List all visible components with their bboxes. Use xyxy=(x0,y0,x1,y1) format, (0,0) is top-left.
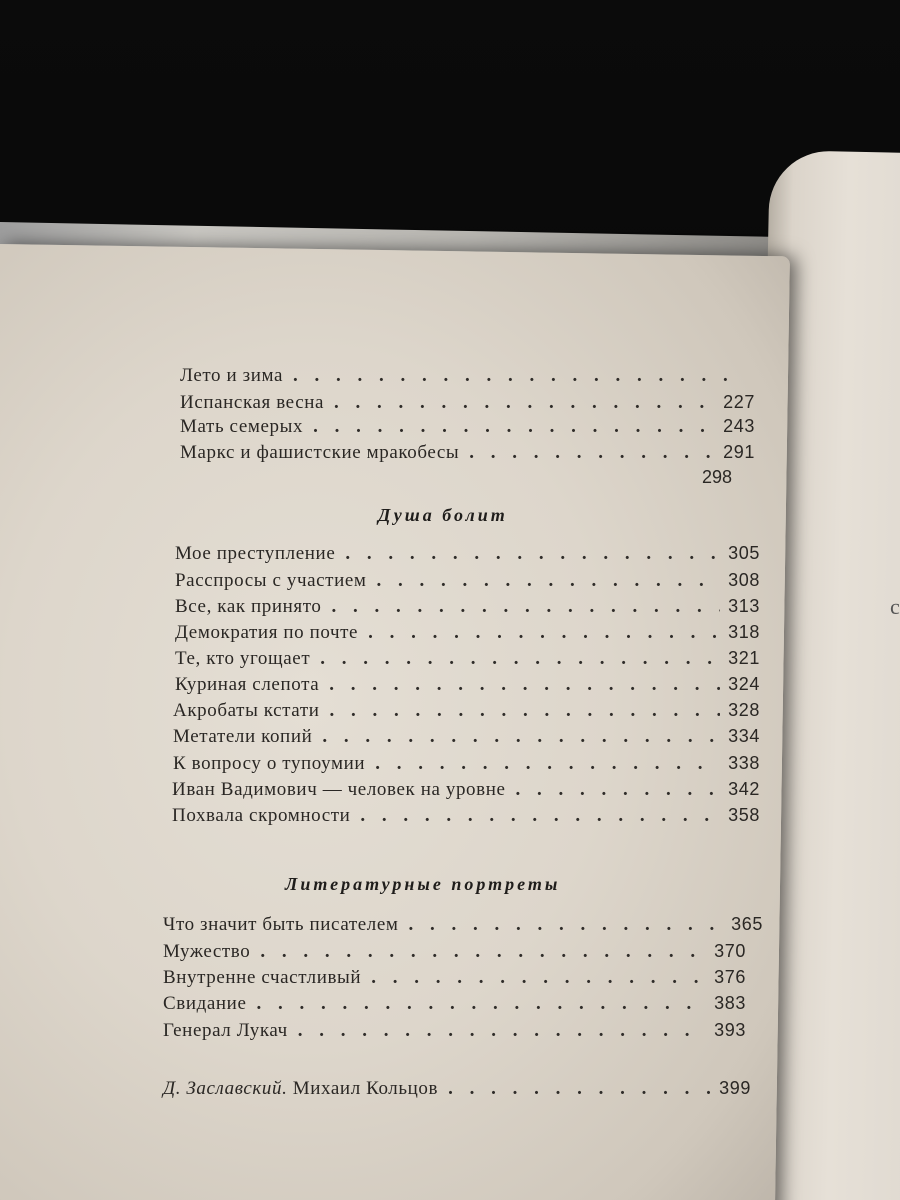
toc-entry xyxy=(163,914,763,940)
section-heading: Душа болит xyxy=(378,505,508,525)
dot-leader xyxy=(371,967,706,989)
afterword-title: Михаил Кольцов xyxy=(292,1078,439,1099)
toc-entry-page: 305 xyxy=(728,543,760,563)
toc-entry xyxy=(173,700,760,726)
toc-entry-title: Свидание xyxy=(163,993,247,1014)
toc-entry-page: 313 xyxy=(728,596,760,616)
dot-leader xyxy=(330,700,721,722)
dot-leader xyxy=(409,914,724,936)
dot-leader xyxy=(448,1078,711,1100)
toc-entry-page: 365 xyxy=(731,914,763,934)
toc-entry xyxy=(163,993,746,1019)
toc-entry-title: Иван Вадимович — человек на уровне xyxy=(172,779,506,800)
afterword-author: Д. Заславский. xyxy=(163,1078,288,1099)
toc-entry-page: 334 xyxy=(728,726,760,746)
toc-entry xyxy=(180,442,755,468)
toc-entry-page: 227 xyxy=(723,392,755,412)
toc-entry xyxy=(180,392,755,418)
toc-entry-title: Генерал Лукач xyxy=(163,1020,288,1041)
toc-entry-title: Похвала скромности xyxy=(172,805,351,826)
toc-entry-page: 318 xyxy=(728,622,760,642)
dot-leader xyxy=(260,941,706,963)
toc-entry xyxy=(175,596,760,622)
dot-leader xyxy=(377,570,721,592)
toc-entry-page: 358 xyxy=(728,805,760,825)
dot-leader xyxy=(360,805,720,827)
toc-entry xyxy=(173,726,760,752)
dot-leader xyxy=(322,726,720,748)
afterword-page: 399 xyxy=(719,1078,751,1098)
dot-leader xyxy=(332,596,721,618)
toc-entry-page: 383 xyxy=(714,993,746,1013)
toc-entry-title: К вопросу о тупоумии xyxy=(173,753,366,774)
section-heading: Литературные портреты xyxy=(285,874,561,894)
toc-entry xyxy=(180,416,755,442)
toc-entry-title: Мужество xyxy=(163,941,251,962)
facing-page-letter: с xyxy=(890,594,900,619)
toc-trailing-page: 298 xyxy=(702,467,733,487)
dot-leader xyxy=(345,543,720,565)
toc-entry-title: Маркс и фашистские мракобесы xyxy=(180,442,460,463)
toc-entry-title: Лето и зима xyxy=(180,365,284,386)
dot-leader xyxy=(375,753,720,775)
toc-entry xyxy=(163,1020,746,1046)
dot-leader xyxy=(256,993,706,1015)
toc-entry-title: Все, как принято xyxy=(175,596,322,617)
toc-entry-page: 370 xyxy=(714,941,746,961)
dot-leader xyxy=(313,416,715,438)
toc-entry-page: 321 xyxy=(728,648,760,668)
toc-entry xyxy=(163,941,746,967)
afterword-entry xyxy=(163,1078,751,1104)
toc-entry-page: 291 xyxy=(723,442,755,462)
toc-entry-title: Метатели копий xyxy=(173,726,313,747)
toc-entry-page: 324 xyxy=(728,674,760,694)
toc-entry-title: Акробаты кстати xyxy=(173,700,320,721)
dot-leader xyxy=(368,622,720,644)
toc-entry-page: 338 xyxy=(728,753,760,773)
dot-leader xyxy=(320,648,720,670)
toc-entry xyxy=(172,805,760,831)
toc-entry-page: 243 xyxy=(723,416,755,436)
toc-entry-title: Расспросы с участием xyxy=(175,570,367,591)
toc-entry-title: Мое преступление xyxy=(175,543,336,564)
toc-entry-page: 328 xyxy=(728,700,760,720)
toc-entry-title: Внутренне счастливый xyxy=(163,967,362,988)
dot-leader xyxy=(334,392,715,414)
toc-entry xyxy=(175,648,760,674)
dot-leader xyxy=(469,442,715,464)
toc-entry xyxy=(173,753,760,779)
dot-leader xyxy=(293,365,732,387)
toc-entry-title: Куриная слепота xyxy=(175,674,320,695)
toc-entry xyxy=(175,622,760,648)
afterword-title-group xyxy=(163,1078,438,1100)
toc-entry-title: Демократия по почте xyxy=(175,622,359,643)
toc-entry-title: Те, кто угощает xyxy=(175,648,311,669)
toc-entry-title: Испанская весна xyxy=(180,392,325,413)
toc-entry-page: 393 xyxy=(714,1020,746,1040)
toc-entry-title: Что значит быть писателем xyxy=(163,914,399,935)
toc-entry-page: 376 xyxy=(714,967,746,987)
toc-entry-title: Мать семерых xyxy=(180,416,304,437)
dot-leader xyxy=(329,674,720,696)
dot-leader xyxy=(298,1020,706,1042)
toc-entry xyxy=(163,967,746,993)
toc-entry xyxy=(175,570,760,596)
toc-entry xyxy=(172,779,760,805)
toc-entry xyxy=(175,543,760,569)
toc-entry xyxy=(180,365,740,391)
toc-entry xyxy=(175,674,760,700)
toc-entry-page: 342 xyxy=(728,779,760,799)
toc-entry-page: 308 xyxy=(728,570,760,590)
dot-leader xyxy=(516,779,721,801)
